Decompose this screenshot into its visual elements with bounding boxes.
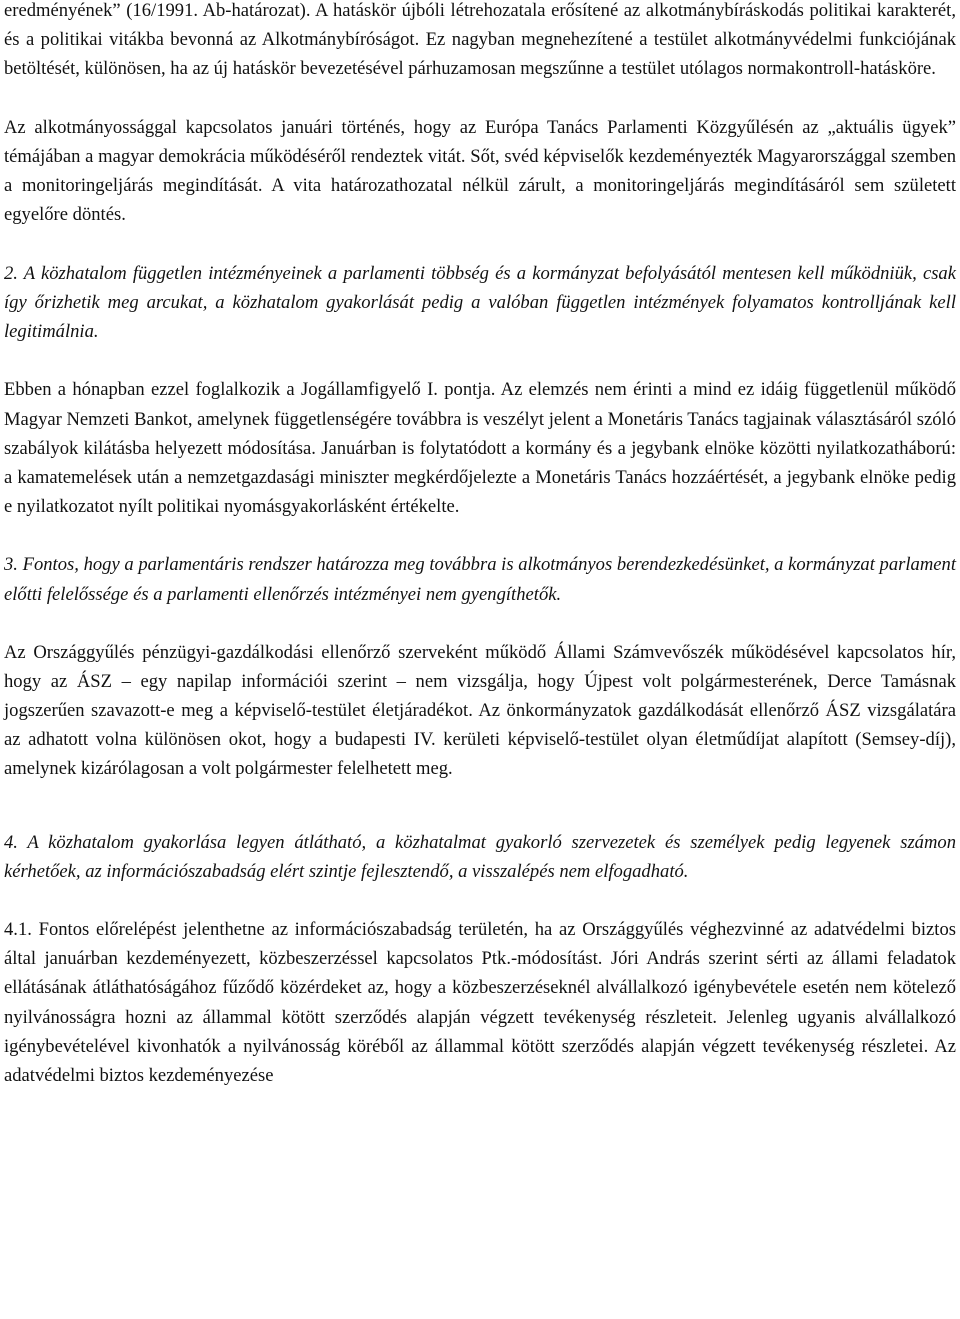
paragraph-council-of-europe: Az alkotmányossággal kapcsolatos januári történés, hogy az Európa Tanács Parlamenti Közgyűlésén az „aktuális ügyek” témájában a magyar demokrácia működéséről rendeztek vitát. Sőt, svéd képviselők kezdeményezték Magyarországgal szemben a monitoringeljárás megindítását. A vita határozathozatal nélkül zárult, a monitoringeljárás megindításáról sem született egyelőre döntés.: [4, 116, 956, 226]
paragraph-freedom-of-information: 4.1. Fontos előrelépést jelenthetne az információszabadság területén, ha az Országgyűlés véghezvinné az adatvédelmi biztos által januárban kezdeményezett, közbeszerzéssel kapcsolatos Ptk.-módosítást. Jóri András szerint sérti az állami feladatok ellátásának átláthatóságához fűződő közérdeket az, hogy a közbeszerzéseknél alvállalkozó igénybevétele esetén nem kötelező nyilvánosságra hozni az állammal kötött szerződés alapján végzett tevékenység részleteit. Jelenleg ugyanis alvállalkozó igénybevételével kivonhatók a nyilvánosság köréből az állammal kötött szerződés alapján végzett tevékenység részletei. Az adatvédelmi biztos kezdeményezése: [4, 919, 956, 1086]
paragraph-national-bank: Ebben a hónapban ezzel foglalkozik a Jogállamfigyelő I. pontja. Az elemzés nem érinti a mind ez idáig függetlenül működő Magyar Nemzeti Bankot, amelynek függetlenségére továbbra is veszélyt jelent a Monetáris Tanács tagjainak választásáról szóló szabályok kilátásba helyezett módosítása. Januárban is folytatódott a kormány és a jegybank elnöke közötti nyilatkozatháború: a kamatemelések után a nemzetgazdasági miniszter megkérdőjelezte a Monetáris Tanács hozzáértését, a jegybank elnöke pedig e nyilatkozatot nyílt politikai nyomásgyakorlásként értékelte.: [4, 379, 956, 517]
section-heading-4: 4. A közhatalom gyakorlása legyen átlátható, a közhatalmat gyakorló szervezetek és személyek pedig legyenek számon kérhetőek, az információszabadság elért szintje fejlesztendő, a visszalépés nem elfogadható.: [4, 831, 956, 882]
document-page: [4, 0, 956, 1090]
paragraph-state-audit-office: Az Országgyűlés pénzügyi-gazdálkodási ellenőrző szerveként működő Állami Számvevőszék működésével kapcsolatos hír, hogy az ÁSZ – egy napilap információi szerint – nem vizsgálja, hogy Újpest volt polgármesterének, Derce Tamásnak jogszerűen szavazott-e meg a képviselő-testület életjáradékot. Az önkormányzatok gazdálkodását ellenőrző ÁSZ vizsgálatára az adhatott volna különösen okot, hogy a budapesti IV. kerületi képviselő-testület olyan életműdíjat alapított (Semsey-díj), amelynek kizárólagosan a volt polgármester felelhetett meg.: [4, 642, 956, 780]
section-heading-3: 3. Fontos, hogy a parlamentáris rendszer határozza meg továbbra is alkotmányos berendezkedésünket, a kormányzat parlament előtti felelőssége és a parlamenti ellenőrzés intézményei nem gyengíthetők.: [4, 554, 956, 605]
section-heading-2: 2. A közhatalom független intézményeinek a parlamenti többség és a kormányzat befolyásától mentesen kell működniük, csak így őrizhetik meg arcukat, a közhatalom gyakorlását pedig a valóban független intézmények folyamatos kontrolljának kell legitimálnia.: [4, 262, 956, 342]
paragraph-constitutional-court: eredményének” (16/1991. Ab-határozat). A hatáskör újbóli létrehozatala erősítené az alkotmánybíráskodás politikai karakterét, és a politikai vitákba bevonná az Alkotmánybíróságot. Ez nagyban megnehezítené a testület alkotmányvédelmi funkciójának betöltését, különösen, ha az új hatáskör bevezetésével párhuzamosan megszűnne a testület utólagos normakontroll-hatásköre.: [4, 0, 956, 80]
